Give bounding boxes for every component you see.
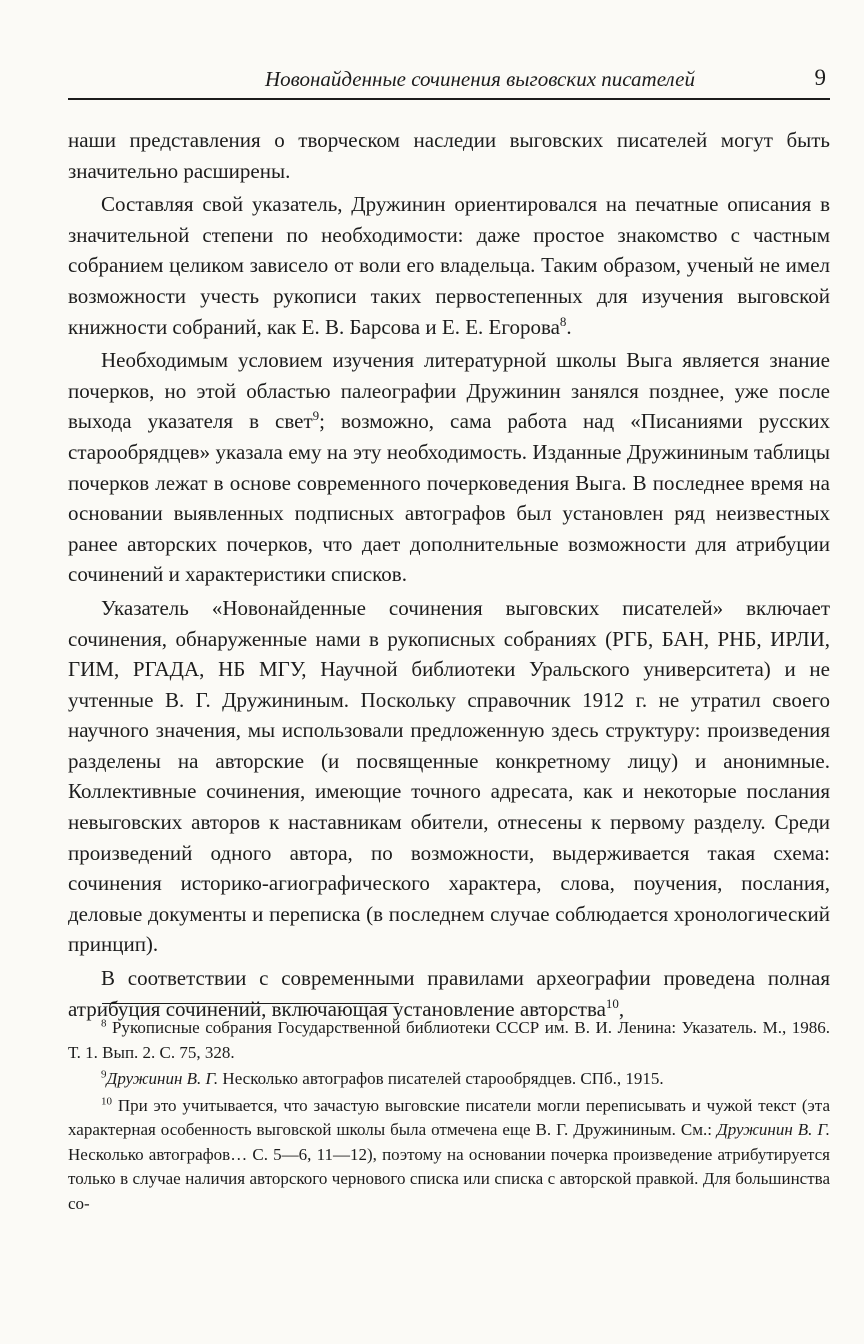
- paragraph-3: [68, 345, 830, 590]
- footnote-9-text: Несколько автографов писателей старообрядцев. СПб., 1915.: [218, 1069, 664, 1088]
- paragraph-5-text: В соответствии с современными правилами археографии проведена полная атрибуция сочинений, включающая установление авторства: [68, 966, 830, 1021]
- paragraph-2: [68, 189, 830, 342]
- footnote-ref-9[interactable]: 9: [312, 408, 320, 424]
- paragraph-1: наши представления о творческом наследии выговских писателей могут быть значительно расширены.: [68, 128, 830, 183]
- footnote-10-text-b: Несколько автографов… С. 5—6, 11—12), поэтому на основании почерка произведение атрибутируется только в случае наличия авторского чернового списка или списка с авторской правкой. Для большинства со-: [68, 1144, 830, 1213]
- footnote-9-mark: 9: [101, 1068, 107, 1081]
- paragraph-5-end: ,: [618, 996, 625, 1021]
- footnotes: [68, 1016, 830, 1216]
- main-text: [68, 125, 830, 1024]
- running-header: [68, 64, 830, 100]
- running-title: Новонайденные сочинения выговских писателей: [264, 67, 696, 91]
- footnote-ref-10[interactable]: 10: [605, 995, 619, 1011]
- footnote-10: [68, 1094, 830, 1217]
- paragraph-2-text: Составляя свой указатель, Дружинин ориентировался на печатные описания в значительной степени по необходимости: даже простое знакомство с частным собранием целиком зависело от воли его владельца. Таким образом, ученый не имел возможности учесть рукописи таких первостепенных для изучения выговской книжности собраний, как Е. В. Барсова и Е. Е. Егорова: [68, 192, 830, 339]
- paragraph-3-text-b: ; возможно, сама работа над «Писаниями русских старообрядцев» указала ему на эту необходимость. Изданные Дружининым таблицы почерков лежат в основе современного почерковедения Выга. В последнее время на основании выявленных подписных автографов был установлен ряд неизвестных ранее авторских почерков, что дает дополнительные возможности для атрибуции сочинений и характеристики списков.: [68, 409, 830, 587]
- paragraph-3-text-a: Необходимым условием изучения литературной школы Выга является знание почерков, но этой областью палеографии Дружинин занялся позднее, уже после выхода указателя в свет: [68, 348, 830, 434]
- footnote-8-text: Рукописные собрания Государственной библиотеки СССР им. В. И. Ленина: Указатель. М., 1986. Т. 1. Вып. 2. С. 75, 328.: [68, 1018, 830, 1062]
- page-number: 9: [814, 65, 826, 90]
- footnote-10-author: Дружинин В. Г.: [716, 1120, 830, 1139]
- paragraph-4: Указатель «Новонайденные сочинения выговских писателей» включает сочинения, обнаруженные нами в рукописных собраниях (РГБ, БАН, РНБ, ИРЛИ, ГИМ, РГАДА, НБ МГУ, Научной библиотеки Уральского университета) и не учтенные В. Г. Дружининым. Поскольку справочник 1912 г. не утратил своего научного значения, мы использовали предложенную здесь структуру: произведения разделены на авторские (и посвященные конкретному лицу) и анонимные. Коллективные сочинения, имеющие точного адресата, как и некоторые послания невыговских авторов к наставникам обители, отнесены к первому разделу. Среди произведений одного автора, по возможности, выдерживается такая схема: сочинения историко-агиографического характера, слова, поучения, послания, деловые документы и переписка (в последнем случае соблюдается хронологический принцип).: [68, 595, 830, 957]
- footnote-8-mark: 8: [101, 1017, 107, 1030]
- footnote-9: [68, 1067, 830, 1092]
- footnote-ref-8[interactable]: 8: [559, 313, 567, 329]
- paragraph-2-end: .: [566, 314, 572, 339]
- footnote-separator: [102, 1003, 399, 1004]
- footnote-9-author: Дружинин В. Г.: [106, 1069, 219, 1088]
- footnote-10-text-a: При это учитывается, что зачастую выговские писатели могли переписывать и чужой текст (эта характерная особенность выговской школы была отмечена еще В. Г. Дружининым. См.:: [68, 1095, 830, 1139]
- footnote-10-mark: 10: [101, 1094, 112, 1107]
- footnote-8: [68, 1016, 830, 1065]
